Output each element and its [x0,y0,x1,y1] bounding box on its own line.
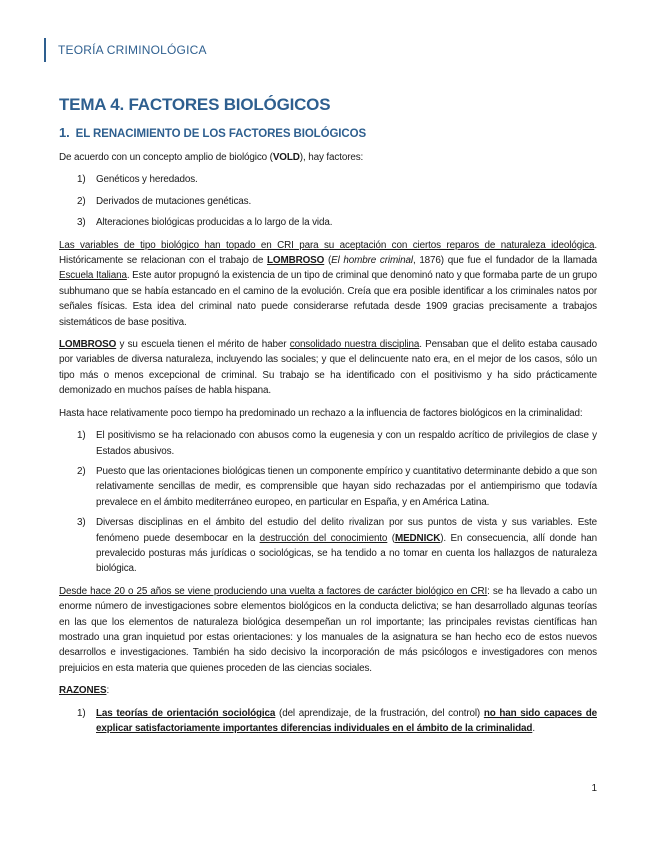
text-run: : [106,685,110,697]
author-mednick: MEDNICK [394,532,441,544]
author-lombroso: LOMBROSO [267,255,325,267]
section-title-text: EL RENACIMIENTO DE LOS FACTORES BIOLÓGICOS [75,128,367,140]
text-run: (del aprendizaje, de la frustración, del control) [275,707,484,719]
author-vold: VOLD [272,152,300,163]
text-run: , 1876) que fue el fundador de la llamada [412,255,598,267]
list-item [59,706,597,737]
paragraph-biological-return [59,584,597,676]
underlined-text: destrucción del conocimiento [259,532,388,544]
text-run: . Pensaban que el delito estaba causado por variables de diversa naturaleza, incluyendo las sociales; y que el delincuente nato era, en el mejor de los casos, sólo un tipo más o menos excepcional de criminal. Su trabajo se ha identificado con el positivismo y ha sido prácticamente demonizado en muchos países de habla hispana. [59,339,597,397]
list-marker: 3) [77,517,86,529]
text-run: y su escuela tienen el mérito de haber [116,339,290,351]
text-run: . Históricamente se relacionan con el trabajo de [59,239,597,267]
paragraph-rejection: Hasta hace relativamente poco tiempo ha predominado un rechazo a la influencia de factores biológicos en la criminalidad: [59,407,583,419]
razones-label: RAZONES [59,685,107,697]
list-marker: 1) [77,174,86,186]
text-run: ( [387,532,395,544]
section-title [59,125,597,142]
underlined-text: Escuela Italiana [59,270,127,282]
list-marker: 2) [77,465,86,477]
document-body [59,94,597,743]
underlined-bold-text: Las teorías de orientación sociológica [96,707,276,719]
paragraph-lombroso-history [59,238,597,330]
rejection-reasons-list [59,428,597,577]
underlined-text: consolidado nuestra disciplina [289,339,420,351]
text-run: ). En consecuencia, allí donde han prevalecido posturas más jurídicas o sociológicas, se ha tendido a no tomar en cuenta los hallazgos de naturaleza biológica. [96,532,597,575]
book-title: El hombre criminal [331,255,413,267]
section-number: 1. [59,125,70,140]
list-item [59,215,597,230]
list-item-text: Derivados de mutaciones genéticas. [96,195,252,207]
list-marker: 1) [77,707,86,719]
list-marker: 1) [77,430,86,442]
text-run: . Este autor propugnó la existencia de un tipo de criminal que denominó nato y que formaba parte de un grupo subhumano que se había estancado en el camino de la evolución. Creía que era posible identificar a los criminales natos por señales físicas. Esta idea del criminal nato puede considerarse refutada desde 1909 gracias precisamente a trabajos sistemáticos de base positiva. [59,270,597,328]
list-marker: 3) [77,217,86,229]
text-run: ( [324,255,332,267]
text-run: : se ha llevado a cabo un enorme número de investigaciones sobre elementos biológicos en la conducta delictiva; se han desarrollado algunas teorías en las que los elementos de naturaleza biológica desempeñan un rol importante; las principales revistas científicas han mostrado una gran inquietud por estas orientaciones: y los manuales de la asignatura se han hecho eco de estos nuevos desarrollos e investigaciones. También ha sido decisivo la incorporación de más psicólogos e investigadores con menos prejuicios en esta materia que quienes proceden de las ciencias sociales. [59,585,597,674]
author-lombroso: LOMBROSO [59,339,117,351]
text-run: . [532,723,535,734]
paragraph-lombroso-merit [59,337,597,399]
list-marker: 2) [77,195,86,207]
text-run: De acuerdo con un concepto amplio de biológico ( [59,152,273,163]
text-run: ), hay factores: [299,152,364,163]
tema-title: TEMA 4. FACTORES BIOLÓGICOS [59,95,331,114]
list-item [59,428,597,459]
list-item [59,464,597,510]
list-item-text: Puesto que las orientaciones biológicas tienen un componente empírico y cuantitativo determinante debido a que son relativamente sencillas de medir, es comprensible que hayan sido rechazadas por el antiempirismo que todavía prevalece en el ámbito mediterráneo europeo, en particular en España, y en América Latina. [96,465,597,508]
intro-paragraph [59,150,597,165]
page-header [44,38,207,62]
list-item [59,194,597,209]
underlined-bold-text: no han sido capaces de explicar satisfactoriamente importantes diferencias individuales en el ámbito de la criminalidad [96,707,597,734]
razones-list [59,706,597,737]
header-title: TEORÍA CRIMINOLÓGICA [58,43,207,57]
list-item [59,172,597,187]
page-number: 1 [591,783,597,794]
list-item-text: El positivismo se ha relacionado con abusos como la eugenesia y con un respaldo acrítico de privilegios de clase y Estados abusivos. [96,430,597,457]
underlined-text: Desde hace 20 o 25 años se viene produciendo una vuelta a factores de carácter biológico en CRI [59,585,488,597]
factors-list [59,172,597,230]
header-accent-bar [44,38,46,62]
list-item-text: Alteraciones biológicas producidas a lo largo de la vida. [96,217,333,229]
list-item-text: Genéticos y heredados. [96,174,198,186]
list-item [59,515,597,577]
underlined-text: Las variables de tipo biológico han topado en CRI para su aceptación con ciertos reparos de naturaleza ideológica [59,239,595,251]
text-run: Diversas disciplinas en el ámbito del estudio del delito rivalizan por sus puntos de vista y sus variables. Este fenómeno puede desembocar en la [96,517,597,544]
razones-heading [59,683,597,698]
